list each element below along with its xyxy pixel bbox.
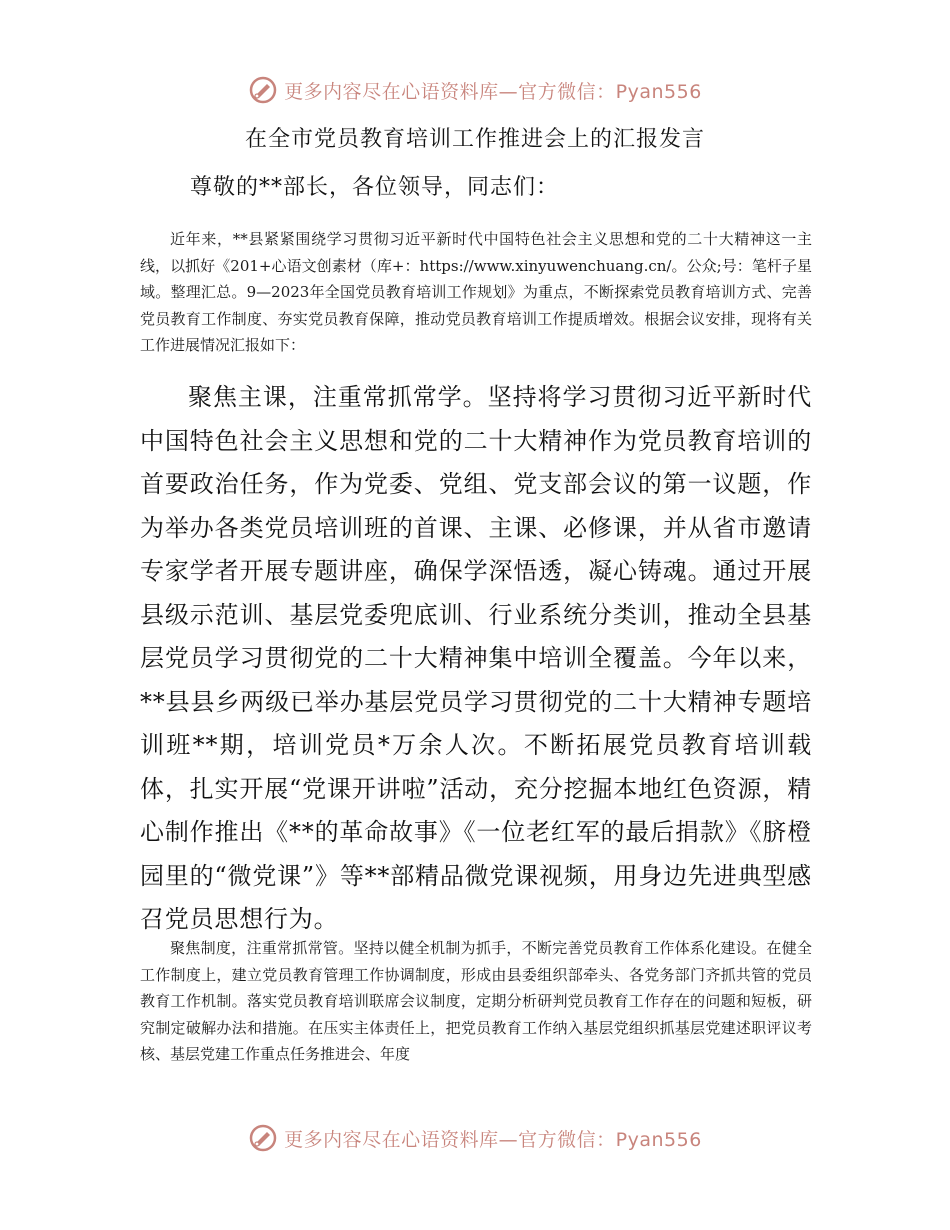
hand-pen-logo-icon	[248, 1123, 278, 1153]
hand-pen-logo-icon	[248, 75, 278, 105]
body-paragraph-main-course: 聚焦主课，注重常抓常学。坚持将学习贯彻习近平新时代中国特色社会主义思想和党的二十大精神作为党员教育培训的首要政治任务，作为党委、党组、党支部会议的第一议题，作为举办各类党员培训班的首课、主课、必修课，并从省市邀请专家学者开展专题讲座，确保学深悟透，凝心铸魂。通过开展县级示范训、基层党委兜底训、行业系统分类训，推动全县基层党员学习贯彻党的二十大精神集中培训全覆盖。今年以来，**县县乡两级已举办基层党员学习贯彻党的二十大精神专题培训班**期，培训党员*万余人次。不断拓展党员教育培训载体，扎实开展“党课开讲啦”活动，充分挖掘本地红色资源，精心制作推出《**的革命故事》《一位老红军的最后捐款》《脐橙园里的“微党课”》等**部精品微党课视频，用身边先进典型感召党员思想行为。	[140, 383, 812, 933]
salutation: 尊敬的**部长，各位领导，同志们：	[190, 175, 560, 200]
header-watermark	[0, 70, 950, 110]
footer-watermark	[0, 1118, 950, 1158]
watermark-text: 更多内容尽在心语资料库—官方微信：Pyan556	[284, 1128, 702, 1151]
page-title: 在全市党员教育培训工作推进会上的汇报发言	[244, 127, 705, 152]
intro-paragraph: 近年来，**县紧紧围绕学习贯彻习近平新时代中国特色社会主义思想和党的二十大精神这一主线，以抓好《201+心语文创素材（库+：https://www.xinyuwenchuang.cn/。公众;号：笔杆子星域。整理汇总。9—2023年全国党员教育培训工作规划》为重点，不断探索党员教育培训方式、完善党员教育工作制度、夯实党员教育保障，推动党员教育培训工作提质增效。根据会议安排，现将有关工作进展情况汇报如下：	[140, 230, 812, 354]
body-paragraph-system: 聚焦制度，注重常抓常管。坚持以健全机制为抓手，不断完善党员教育工作体系化建设。在健全工作制度上，建立党员教育管理工作协调制度，形成由县委组织部牵头、各党务部门齐抓共管的党员教育工作机制。落实党员教育培训联席会议制度，定期分析研判党员教育工作存在的问题和短板，研究制定破解办法和措施。在压实主体责任上，把党员教育工作纳入基层党组织抓基层党建述职评议考核、基层党建工作重点任务推进会、年度	[140, 939, 812, 1063]
watermark-text: 更多内容尽在心语资料库—官方微信：Pyan556	[284, 80, 702, 103]
